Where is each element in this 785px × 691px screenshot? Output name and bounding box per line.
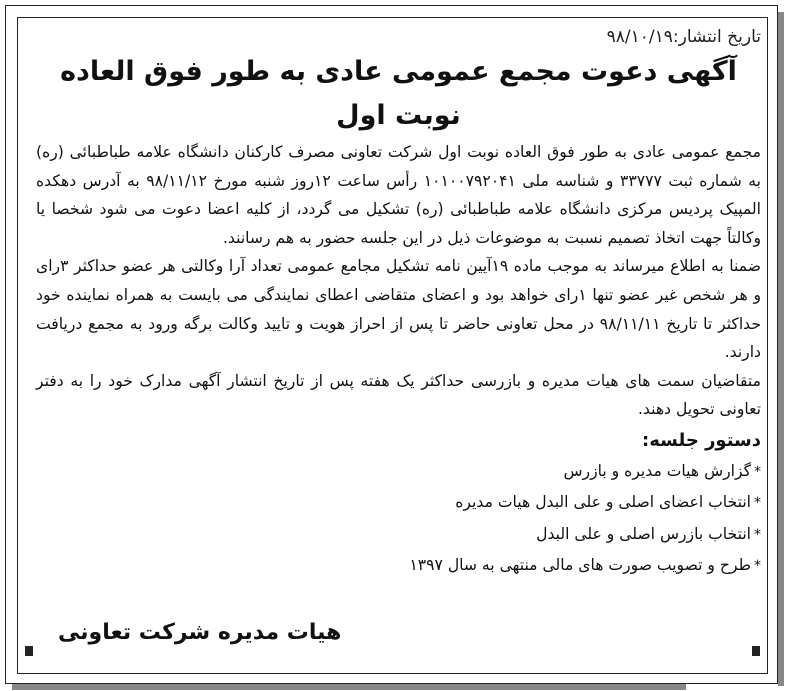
publish-date: تاریخ انتشار:۹۸/۱۰/۱۹ bbox=[606, 27, 761, 47]
paragraph-candidates: متقاضیان سمت های هیات مدیره و بازرسی حداکثر یک هفته پس از تاریخ انتشار آگهی مدارک خود را به دفتر تعاونی تحویل دهند. bbox=[36, 371, 761, 419]
notice-title: آگهی دعوت مجمع عمومی عادی به طور فوق العاده نوبت اول bbox=[60, 56, 737, 131]
asterisk-bullet-icon: * bbox=[754, 495, 761, 512]
corner-mark-left bbox=[25, 646, 33, 656]
agenda-item-text: طرح و تصویب صورت های مالی منتهی به سال ۱۳۹۷ bbox=[409, 556, 751, 575]
agenda-item-text: انتخاب بازرس اصلی و علی البدل bbox=[536, 524, 751, 543]
agenda-title: دستور جلسه: bbox=[642, 429, 761, 451]
agenda-item bbox=[36, 456, 761, 488]
paragraph-proxy-rules: ضمنا به اطلاع میرساند به موجب ماده ۱۹آیین نامه تشکیل مجامع عمومی تعداد آرا وکالتی هر عضو حداکثر ۳رای و هر شخص غیر عضو تنها ۱رای خواهد بود و اعضای متقاضی اعطای نمایندگی می بایست به همراه نماینده خود حداکثر تا تاریخ ۹۸/۱۱/۱۱ در محل تعاونی حاضر تا پس از احراز هویت و تایید وکالت برگه ورود به مجمع دریافت دارند. bbox=[36, 257, 761, 362]
agenda-item bbox=[36, 487, 761, 519]
asterisk-bullet-icon: * bbox=[754, 558, 761, 575]
paragraph-invitation: مجمع عمومی عادی به طور فوق العاده نوبت اول شرکت تعاونی مصرف کارکنان دانشگاه علامه طباطبائی (ره) به شماره ثبت ۳۳۷۷۷ و شناسه ملی ۱۰۱۰۰۷۹۲۰۴۱ رأس ساعت ۱۲روز شنبه مورخ ۹۸/۱۱/۱۲ به آدرس دهکده المپیک پردیس مرکزی دانشگاه علامه طباطبائی (ره) تشکیل می گردد، از کلیه اعضا دعوت می شود شخصا یا وکالتاً جهت اتخاذ تصمیم نسبت به موضوعات ذیل در این جلسه حضور به هم رسانند. bbox=[36, 143, 761, 247]
agenda-list bbox=[36, 456, 761, 582]
asterisk-bullet-icon: * bbox=[754, 526, 761, 543]
signature: هیات مدیره شرکت تعاونی bbox=[58, 620, 342, 645]
asterisk-bullet-icon: * bbox=[754, 463, 761, 480]
agenda-item bbox=[36, 519, 761, 551]
notice-outer-frame bbox=[5, 5, 778, 684]
agenda-item-text: گزارش هیات مدیره و بازرس bbox=[563, 461, 751, 480]
corner-mark-right bbox=[752, 646, 760, 656]
notice-inner-frame bbox=[17, 17, 768, 674]
notice-content bbox=[36, 24, 761, 582]
agenda-item bbox=[36, 550, 761, 582]
agenda-item-text: انتخاب اعضای اصلی و علی البدل هیات مدیره bbox=[455, 493, 751, 512]
